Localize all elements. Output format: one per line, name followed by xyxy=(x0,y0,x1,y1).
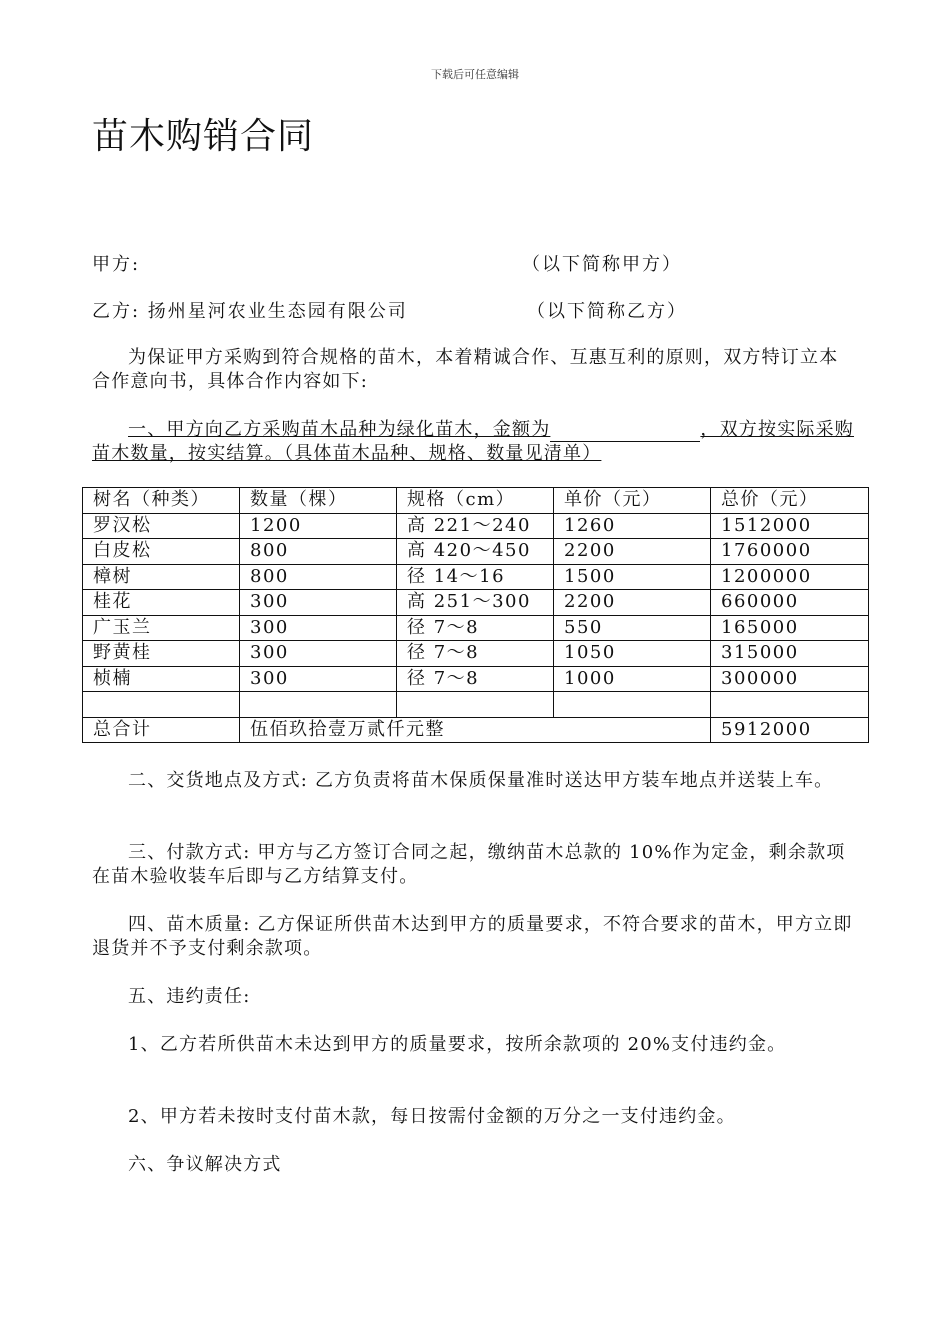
table-row xyxy=(83,615,869,641)
table-cell: 高 221～240 xyxy=(397,513,554,539)
table-row xyxy=(83,513,869,539)
table-row xyxy=(83,641,869,667)
clause-5-item-1: 1、乙方若所供苗木未达到甲方的质量要求，按所余款项的 20%支付违约金。 xyxy=(128,1034,787,1055)
table-cell: 300 xyxy=(240,666,397,692)
table-cell xyxy=(711,692,869,718)
party-b-label: 乙方: 扬州星河农业生态园有限公司 xyxy=(92,301,408,322)
table-cell xyxy=(554,692,711,718)
table-cell: 2200 xyxy=(554,590,711,616)
page-title: 苗木购销合同 xyxy=(92,116,315,157)
table-cell: 径 7～8 xyxy=(397,615,554,641)
table-cell: 白皮松 xyxy=(83,539,240,565)
clause-1-part2: ，双方按实际采购苗木数量，按实结算。（具体苗木品种、规格、数量见清单） xyxy=(92,419,855,464)
table-cell: 径 7～8 xyxy=(397,666,554,692)
table-cell xyxy=(83,692,240,718)
table-cell: 广玉兰 xyxy=(83,615,240,641)
table-row xyxy=(83,564,869,590)
table-cell: 800 xyxy=(240,564,397,590)
clause-5-title: 五、违约责任: xyxy=(128,986,251,1007)
table-cell xyxy=(397,692,554,718)
clause-2: 二、交货地点及方式: 乙方负责将苗木保质保量准时送达甲方装车地点并送装上车。 xyxy=(128,770,834,791)
table-cell: 2200 xyxy=(554,539,711,565)
table-header-cell: 规格（cm） xyxy=(397,488,554,514)
nursery-stock-table xyxy=(82,487,869,743)
table-cell: 径 7～8 xyxy=(397,641,554,667)
table-cell: 1200 xyxy=(240,513,397,539)
table-cell: 300 xyxy=(240,615,397,641)
table-cell: 桂花 xyxy=(83,590,240,616)
total-amount: 5912000 xyxy=(711,717,869,743)
table-cell: 1000 xyxy=(554,666,711,692)
party-a-suffix: （以下简称甲方） xyxy=(522,254,682,275)
table-cell: 165000 xyxy=(711,615,869,641)
table-row xyxy=(83,590,869,616)
table-cell: 300 xyxy=(240,641,397,667)
table-header-row xyxy=(83,488,869,514)
table-header-cell: 总价（元） xyxy=(711,488,869,514)
table-cell: 1050 xyxy=(554,641,711,667)
table-cell: 野黄桂 xyxy=(83,641,240,667)
table-cell: 1200000 xyxy=(711,564,869,590)
table-total-row xyxy=(83,717,869,743)
table-cell: 1260 xyxy=(554,513,711,539)
intro-paragraph: 为保证甲方采购到符合规格的苗木，本着精诚合作、互惠互利的原则，双方特订立本合作意向书，具体合作内容如下: xyxy=(92,347,839,392)
clause-3: 三、付款方式: 甲方与乙方签订合同之起，缴纳苗木总款的 10%作为定金，剩余款项在苗木验收装车后即与乙方结算支付。 xyxy=(92,842,846,887)
table-cell: 径 14～16 xyxy=(397,564,554,590)
header-note: 下载后可任意编辑 xyxy=(431,68,519,81)
table-cell: 550 xyxy=(554,615,711,641)
table-cell: 樟树 xyxy=(83,564,240,590)
clause-4: 四、苗木质量: 乙方保证所供苗木达到甲方的质量要求，不符合要求的苗木，甲方立即退货并不予支付剩余款项。 xyxy=(92,914,853,959)
table-cell: 高 251～300 xyxy=(397,590,554,616)
clause-5-item-2: 2、甲方若未按时支付苗木款，每日按需付金额的万分之一支付违约金。 xyxy=(128,1106,736,1127)
table-cell: 1760000 xyxy=(711,539,869,565)
table-cell: 800 xyxy=(240,539,397,565)
table-cell: 1512000 xyxy=(711,513,869,539)
table-row xyxy=(83,539,869,565)
table-cell: 315000 xyxy=(711,641,869,667)
table-row-empty xyxy=(83,692,869,718)
table-cell: 罗汉松 xyxy=(83,513,240,539)
table-cell: 300 xyxy=(240,590,397,616)
table-row xyxy=(83,666,869,692)
table-header-cell: 树名（种类） xyxy=(83,488,240,514)
clause-1 xyxy=(92,418,857,466)
clause-1-part1: 一、甲方向乙方采购苗木品种为绿化苗木，金额为 xyxy=(128,419,551,440)
party-a-label: 甲方: xyxy=(92,254,141,275)
amount-blank xyxy=(550,423,700,442)
table-cell: 300000 xyxy=(711,666,869,692)
table-cell: 1500 xyxy=(554,564,711,590)
table-cell: 桢楠 xyxy=(83,666,240,692)
total-label: 总合计 xyxy=(83,717,240,743)
party-b-suffix: （以下简称乙方） xyxy=(527,301,687,322)
clause-6-title: 六、争议解决方式 xyxy=(128,1154,282,1175)
table-cell xyxy=(240,692,397,718)
total-in-words: 伍佰玖拾壹万贰仟元整 xyxy=(240,717,711,743)
table-header-cell: 数量（棵） xyxy=(240,488,397,514)
table-header-cell: 单价（元） xyxy=(554,488,711,514)
table-cell: 660000 xyxy=(711,590,869,616)
table-cell: 高 420～450 xyxy=(397,539,554,565)
